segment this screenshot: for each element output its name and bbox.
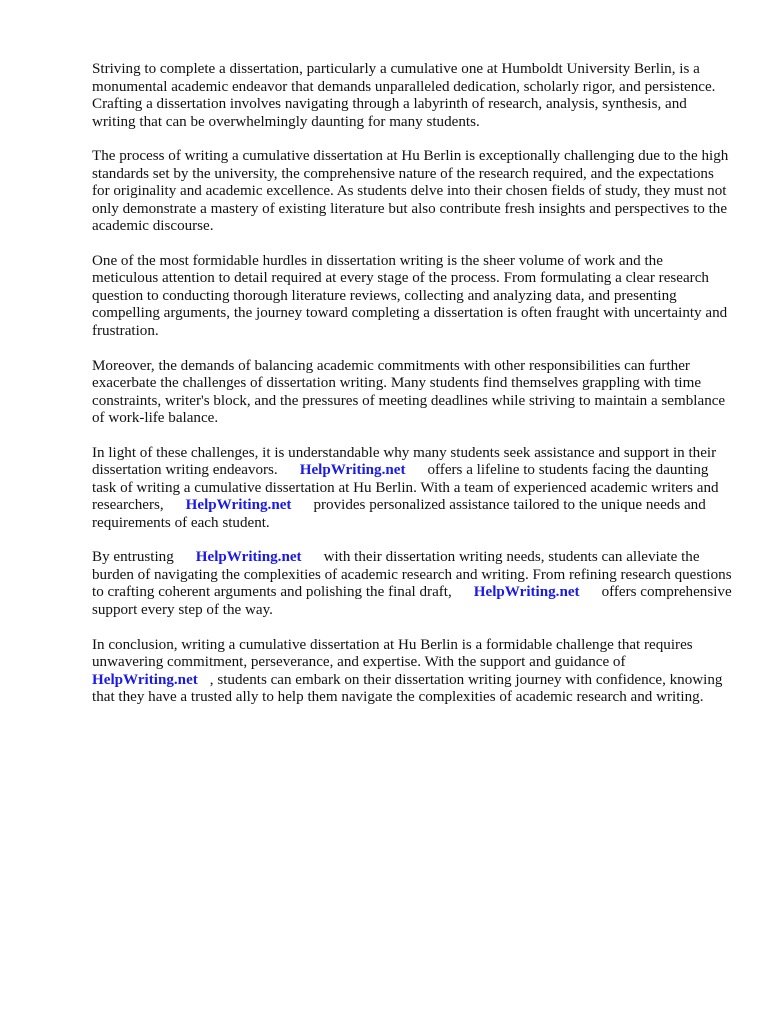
helpwriting-link[interactable]: HelpWriting.net	[473, 584, 580, 601]
paragraph-text: , students can embark on their dissertation writing journey with confidence, knowing that they have a trusted ally to help them navigate the complexities of academic research and writing.	[92, 671, 723, 706]
paragraph-entrusting	[92, 549, 732, 619]
paragraph-text: offers a lifeline to students facing the daunting task of writing a cumulative dissertation at Hu Berlin. With a team of experienced academic writers and researchers,	[92, 462, 719, 514]
paragraph-text: offers comprehensive support every step of the way.	[92, 584, 732, 618]
helpwriting-link[interactable]: HelpWriting.net	[299, 462, 406, 479]
paragraph-hurdles	[92, 253, 732, 341]
paragraph-text: One of the most formidable hurdles in dissertation writing is the sheer volume of work and the meticulous attention to detail required at every stage of the process. From formulating a clear research question to conducting thorough literature reviews, collecting and analyzing data, and presenting compelling arguments, the journey toward completing a dissertation is often fraught with uncertainty and frustration.	[92, 252, 728, 339]
paragraph-text: By entrusting	[92, 549, 174, 566]
paragraph-text: In conclusion, writing a cumulative dissertation at Hu Berlin is a formidable challenge that requires unwavering commitment, perseverance, and expertise. With the support and guidance of	[92, 636, 693, 671]
paragraph-text: Striving to complete a dissertation, particularly a cumulative one at Humboldt University Berlin, is a monumental academic endeavor that demands unparalleled dedication, scholarly rigor, and persistence. Crafting a dissertation involves navigating through a labyrinth of research, analysis, synthesis, and writing that can be overwhelmingly daunting for many students.	[92, 61, 716, 130]
paragraph-text: with their dissertation writing needs, students can alleviate the burden of navigating the complexities of academic research and writing. From refining research questions to crafting coherent arguments and polishing the final draft,	[92, 549, 732, 601]
paragraph-text: In light of these challenges, it is understandable why many students seek assistance and support in their dissertation writing endeavors.	[92, 444, 717, 479]
helpwriting-link[interactable]: HelpWriting.net	[185, 497, 292, 514]
paragraph-assistance	[92, 445, 732, 533]
paragraph-conclusion	[92, 637, 732, 707]
paragraph-text: The process of writing a cumulative dissertation at Hu Berlin is exceptionally challenging due to the high standards set by the university, the comprehensive nature of the research required, and the expectations for originality and academic excellence. As students delve into their chosen fields of study, they must not only demonstrate a mastery of existing literature but also contribute fresh insights and perspectives to the academic discourse.	[92, 148, 729, 235]
paragraph-text: provides personalized assistance tailored to the unique needs and requirements of each student.	[92, 497, 706, 531]
paragraph-process	[92, 148, 732, 236]
paragraph-intro	[92, 61, 732, 131]
helpwriting-link[interactable]: HelpWriting.net	[92, 671, 198, 688]
paragraph-text: Moreover, the demands of balancing academic commitments with other responsibilities can further exacerbate the challenges of dissertation writing. Many students find themselves grappling with time constraints, writer's block, and the pressures of meeting deadlines while striving to maintain a semblance of work-life balance.	[92, 357, 726, 427]
document-body	[92, 61, 732, 724]
helpwriting-link[interactable]: HelpWriting.net	[195, 549, 302, 566]
paragraph-balancing	[92, 358, 732, 428]
